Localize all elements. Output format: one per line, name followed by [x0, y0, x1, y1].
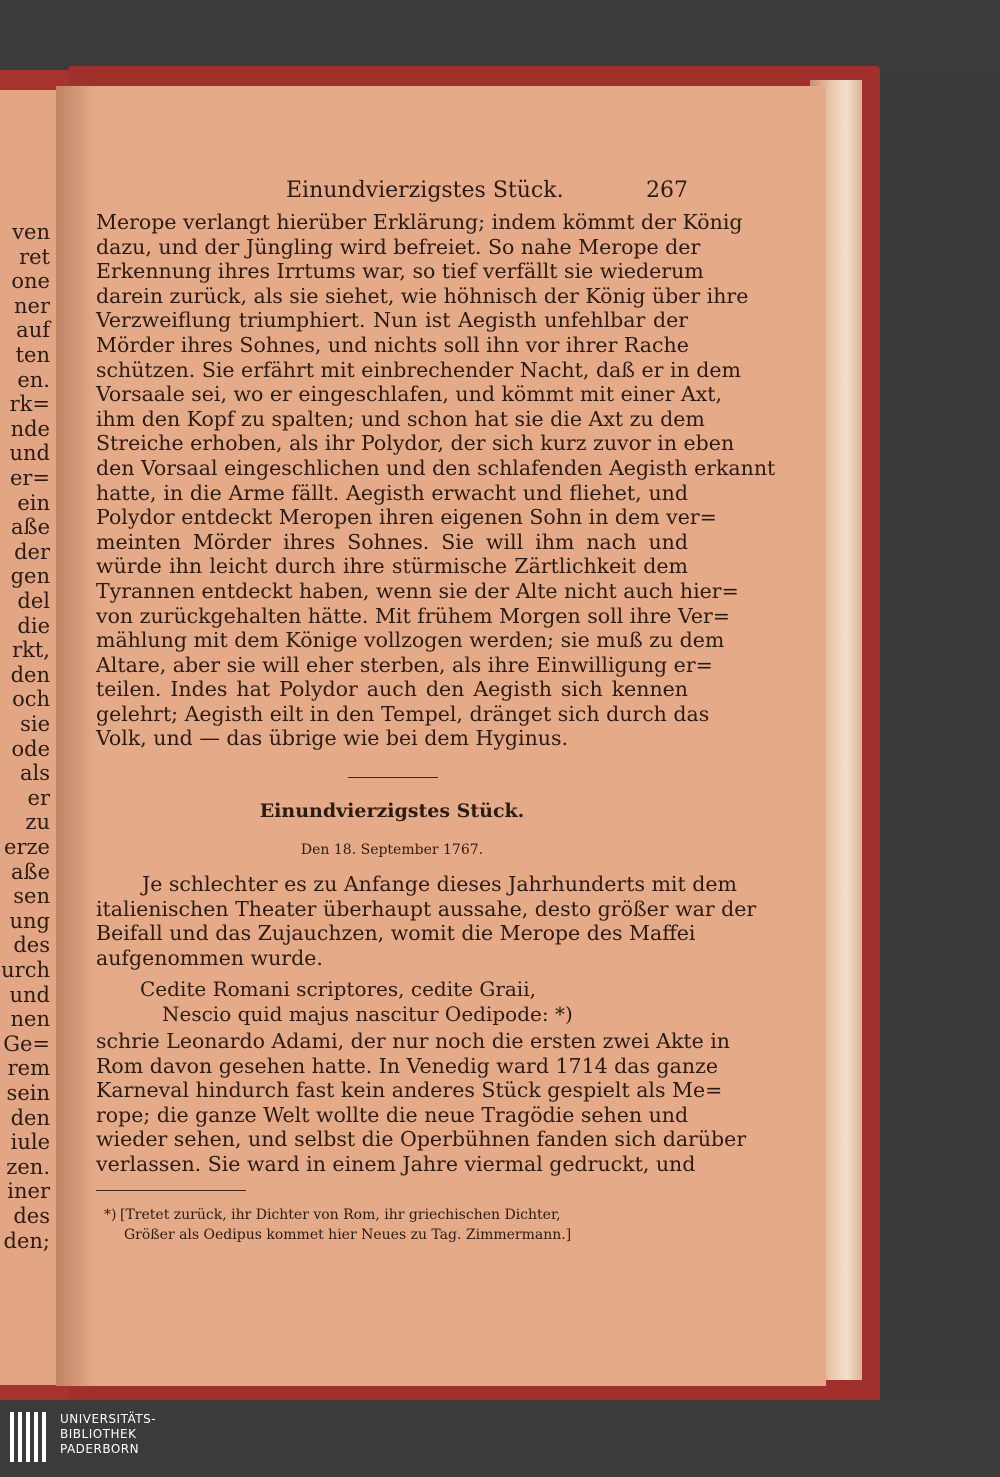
footnote	[104, 1205, 690, 1245]
paragraph-1-line: dazu, und der Jüngling wird befreiet. So nahe Merope der	[96, 234, 701, 259]
paragraph-1-line: Tyrannen entdeckt haben, wenn sie der Alte nicht auch hier=	[96, 578, 739, 603]
paragraph-2	[96, 872, 757, 970]
left-page-fragment: ung	[9, 908, 50, 933]
left-page-fragment: ein	[17, 490, 50, 515]
paragraph-1-line: meinten Mörder ihres Sohnes. Sie will ihm nach und	[96, 529, 688, 554]
left-page-fragment: die	[17, 613, 50, 638]
section-title: Einundvierzigstes Stück.	[259, 800, 525, 822]
running-head-title: Einundvierzigstes Stück.	[286, 178, 564, 203]
left-page-fragment: en.	[17, 367, 50, 392]
left-page-fragment: iner	[7, 1179, 50, 1204]
left-page-edge	[0, 90, 58, 1385]
paragraph-1-line: von zurückgehalten hätte. Mit frühem Morgen soll ihre Ver=	[96, 603, 730, 628]
left-page-fragment: ven	[12, 220, 50, 244]
left-page-fragment: rkt,	[12, 638, 50, 663]
left-page-fragment: aße	[11, 515, 50, 540]
left-page-fragment: urch	[1, 958, 50, 982]
paragraph-3-line: Rom davon gesehen hatte. In Venedig ward 1714 das ganze	[96, 1053, 719, 1078]
left-page-fragment: del	[17, 589, 50, 613]
left-page-fragment: aße	[11, 859, 50, 884]
left-page-fragment: auf	[16, 318, 50, 343]
left-page-fragment: gen	[10, 564, 50, 589]
library-name	[60, 1412, 156, 1457]
paragraph-2-line: aufgenommen wurde.	[96, 945, 323, 970]
left-page-fragment: den	[10, 1105, 50, 1130]
paragraph-2-line: Beifall und das Zujauchzen, womit die Merope des Maffei	[96, 921, 696, 946]
paragraph-1-line: teilen. Indes hat Polydor auch den Aegisth sich kennen	[96, 677, 688, 702]
paragraph-1-line: Mörder ihres Sohnes, und nichts soll ihn vor ihrer Rache	[96, 332, 689, 357]
paragraph-1-line: Verzweiflung triumphiert. Nun ist Aegisth unfehlbar der	[96, 308, 688, 333]
left-page-fragment: sen	[13, 884, 50, 909]
left-page-fragment: den	[10, 662, 50, 687]
left-page-fragment: den;	[3, 1228, 50, 1253]
paragraph-1-line: hatte, in die Arme fällt. Aegisth erwacht und fliehet, und	[96, 480, 688, 505]
paragraph-1-line: den Vorsaal eingeschlichen und den schlafenden Aegisth erkannt	[96, 455, 776, 480]
left-page-fragment: rk=	[9, 392, 50, 417]
library-logo-icon	[8, 1410, 48, 1468]
paragraph-3-line: schrie Leonardo Adami, der nur noch die ersten zwei Akte in	[96, 1029, 731, 1053]
section-divider	[348, 777, 438, 778]
left-page-fragment: och	[12, 687, 50, 712]
left-page-fragment: und	[9, 982, 50, 1007]
left-page-fragment: iule	[10, 1130, 50, 1155]
footnote-rule	[96, 1190, 246, 1191]
library-name-line: PADERBORN	[60, 1442, 140, 1456]
left-page-fragment: zu	[25, 810, 50, 835]
paragraph-1-line: Erkennung ihres Irrtums war, so tief verfällt sie wiederum	[96, 259, 704, 284]
paragraph-1-line: ihm den Kopf zu spalten; und schon hat sie die Axt zu dem	[96, 406, 705, 431]
latin-quote-line-1: Cedite Romani scriptores, cedite Graii,	[140, 977, 536, 1001]
paragraph-1	[96, 210, 776, 751]
left-page-fragment: er=	[9, 466, 50, 490]
paragraph-1-line: mählung mit dem Könige vollzogen werden; sie muß zu dem	[96, 628, 725, 653]
left-page-fragment: sein	[6, 1081, 50, 1105]
left-page-fragment: rem	[7, 1056, 50, 1081]
left-page-fragment: als	[19, 761, 50, 786]
gutter-shadow	[56, 86, 96, 1386]
left-page-fragment: der	[14, 539, 50, 564]
left-page-fragment: und	[9, 441, 50, 466]
left-page-fragment: ode	[11, 736, 50, 761]
library-name-line: UNIVERSITÄTS-	[60, 1412, 157, 1426]
library-name-line: BIBLIOTHEK	[60, 1427, 137, 1441]
paragraph-3-line: wieder sehen, und selbst die Operbühnen fanden sich darüber	[96, 1127, 747, 1152]
page-number: 267	[646, 178, 688, 203]
left-page-fragment: nen	[10, 1007, 50, 1032]
paragraph-1-line: gelehrt; Aegisth eilt in den Tempel, dränget sich durch das	[96, 701, 710, 726]
left-page-fragment: ten	[15, 343, 50, 367]
paragraph-2-line: italienischen Theater überhaupt aussahe, desto größer war der	[96, 896, 757, 921]
paragraph-1-line: Volk, und — das übrige wie bei dem Hyginus.	[96, 726, 569, 751]
left-page-fragment: sie	[20, 712, 50, 736]
paragraph-1-line: darein zurück, als sie siehet, wie höhnisch der König über ihre	[96, 283, 749, 308]
footnote-marker: *)	[104, 1207, 117, 1223]
left-page-fragment: des	[13, 933, 50, 958]
latin-quote-line-2: Nescio quid majus nascitur Oedipode: *)	[162, 1002, 573, 1026]
paragraph-3	[96, 1029, 747, 1177]
left-page-fragment: Ge=	[3, 1031, 50, 1056]
left-page-fragment: one	[11, 269, 50, 294]
left-page-fragment: des	[13, 1204, 50, 1228]
left-page-fragment: nde	[10, 416, 50, 441]
footnote-line: [Tretet zurück, ihr Dichter von Rom, ihr griechischen Dichter,	[120, 1207, 561, 1223]
left-page-fragment: ret	[19, 244, 50, 269]
left-page-fragment: erze	[4, 835, 50, 859]
paragraph-2-line: Je schlechter es zu Anfange dieses Jahrhunderts mit dem	[142, 872, 737, 896]
paragraph-1-line: Altare, aber sie will eher sterben, als ihre Einwilligung er=	[96, 652, 713, 677]
paragraph-1-line: Streiche erhoben, als ihr Polydor, der sich kurz zuvor in eben	[96, 431, 735, 456]
left-page-fragment: er	[27, 785, 50, 810]
paragraph-1-line: würde ihn leicht durch ihre stürmische Zärtlichkeit dem	[96, 554, 688, 579]
paragraph-1-line: schützen. Sie erfährt mit einbrechender Nacht, daß er in dem	[96, 357, 741, 382]
left-page-fragment: ner	[14, 293, 50, 318]
section-date: Den 18. September 1767.	[300, 842, 484, 858]
paragraph-3-line: Karneval hindurch fast kein anderes Stück gespielt als Me=	[96, 1078, 723, 1103]
background-top	[0, 0, 1000, 72]
footnote-line: Größer als Oedipus kommet hier Neues zu Tag. Zimmermann.]	[124, 1227, 572, 1243]
paragraph-1-line: Polydor entdeckt Meropen ihren eigenen Sohn in dem ver=	[96, 505, 717, 530]
paragraph-1-line: Merope verlangt hierüber Erklärung; indem kömmt der König	[96, 210, 743, 234]
paragraph-3-line: rope; die ganze Welt wollte die neue Tragödie sehen und	[96, 1102, 689, 1127]
paragraph-3-line: verlassen. Sie ward in einem Jahre viermal gedruckt, und	[96, 1151, 696, 1176]
paragraph-1-line: Vorsaale sei, wo er eingeschlafen, und kömmt mit einer Axt,	[96, 382, 723, 407]
left-page-fragment: zen.	[6, 1154, 50, 1179]
